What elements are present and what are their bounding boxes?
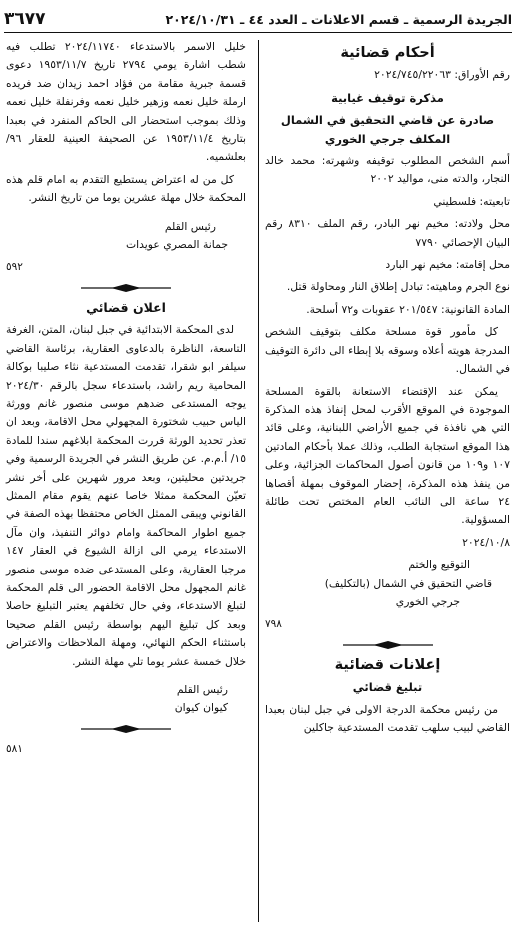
signature-label: التوقيع والختم (408, 558, 470, 572)
legal-article: المادة القانونية: ٢٠١/٥٤٧ عقوبات و٧٢ أسلحة. (306, 302, 510, 316)
ad-text: لدى المحكمة الابتدائية في جبل لبنان، المتن، الغرفة التاسعة، الناظرة بالدعاوى العقارية، برئاسة القاضي سيلفر ابو شقرا، تقدمت المستدعية نثاء صليبا بوكالة المحامية ريم راشد، باستدعاء سجل بالرقم ٢٠٢٤/٣٠ يوجه المستدعى ضدهم موسى منصور غانم وورثة الياس حبيب شختورة المجهولي محل الاقامة، وبعد ان تعذر تحديد الورثة قررت المحكمة ابلاغهم سندا للمادة ١٥/ أ.م.م. عن طريق النشر في الجريدة الرسمية وفي جريدتين محليتين، وبعد مرور شهرين على أخر نشر تعيّن المحكمة ممثلا خاصا عنهم يقوم مقام الممثل القانوني ويبقى الممثل الخاص محتفظا بهذه الصفة في جميع اطوار المحاكمة وامام دوائر التنفيذ، وان مآل الاستدعاء يرمي الى ازالة الشيوع في العقار ١٤٧ مرجبا العقارية، وعلى المستدعى ضده موسى منصور غانم المجهول محل الاقامة الحضور الى قلم المحكمة لتبلغ الاستدعاء، وفي حال تخلفهم يعتبر التبليغ حاصلا وبعد كل تبليغ اليهم بواسطة رئيس القلم صحيحا باستثناء الحكم النهائي، ومهلة الملاحظات والاعتراض خلال خمسة عشر يوما تلي مهلة النشر. (6, 323, 246, 668)
section-title-announcements: إعلانات قضائية (334, 656, 441, 673)
crime-type: نوع الجرم وماهيته: تبادل إطلاق النار ومحاولة قتل. (286, 280, 510, 294)
wanted-person: أسم الشخص المطلوب توقيفه وشهرته: محمد خالد النجار، والدته منى، مواليد ٢٠٠٢ (265, 154, 510, 186)
nationality: تابعيته: فلسطيني (433, 194, 510, 208)
memo-title: مذكرة توقيف غيابية (331, 90, 444, 105)
notice-text: من رئيس محكمة الدرجة الاولى في جبل لبنان بعبدا القاضي لبيب سلهب تقدمت المستدعية جاكلين (265, 702, 510, 734)
left-column (6, 38, 246, 926)
birthplace: محل ولادته: مخيم نهر البادر، رقم الملف ٨٣١٠ رقم البيان الإحصائي ٧٧٩٠ (265, 217, 510, 249)
order-paragraph-2: يمكن عند الإقتضاء الاستعانة بالقوة المسلحة الموجودة في الموقع الأقرب لمحل إنفاذ هذه المذكرة التي هي نافذة في جميع الأراضي اللبنانية، وعلى قائد هذا الموقع استجابة الطلب، وذلك عملا بأحكام المادتين ١٠٧ و١٠٩ من قانون أصول المحاكمات الجزائية، وعلى من ينفذ هذه المذكرة، إحضار الموقوف بمهلة أقصاها ٢٤ ساعة الى النائب العام المختص تحت طائلة المسؤولية. (265, 384, 510, 527)
clerk-name-2: كيوان كيوان (174, 701, 228, 715)
header-title: الجريدة الرسمية ـ قسم الاعلانات ـ العدد ٤٤ ـ ٢٠٢٤/١٠/٣١ (165, 11, 512, 27)
order-date: ٢٠٢٤/١٠/٨ (462, 535, 510, 549)
column-divider (258, 40, 259, 922)
clerk-name: جمانة المصري عويدات (125, 238, 228, 252)
notice-code-2: ٥٩٢ (6, 261, 23, 274)
order-paragraph-1: كل مأمور قوة مسلحة مكلف بتوقيف الشخص المدرجة هويته أعلاه وسوقه بلا إبطاء الى دائرة التوقيف في الشمال. (265, 325, 510, 376)
residence: محل إقامته: مخيم نهر البارد (385, 258, 510, 272)
page-number: ٣٦٧٧ (4, 9, 46, 29)
clerk-label-2: رئيس القلم (176, 683, 228, 696)
continued-text: خليل الاسمر بالاستدعاء ٢٠٢٤/١١٧٤٠ تطلب فيه شطب اشارة يومي ٢٧٩٤ تاريخ ١٩٥٣/١١/٧ دعوى قسمة جبرية مقامة من فؤاد احمد زيدان ضد فريده ارملة خليل نعمه وزهير خليل نعمه وفرنفلة خليل نعمه وذلك بموجب استحضار الى الحاكم المنفرد في بعبدا بتاريخ ١٩٥٣/١١/٤ عن الصحيفة العينية للعقار ٩٦/ بعلشميه. (6, 40, 246, 164)
notice-code-3: ٥٨١ (6, 742, 23, 755)
record-number: رقم الأوراق: ٢٠٢٤/٧٤٥/٢٢٠٦٣ (374, 68, 510, 82)
separator-ornament (265, 640, 510, 650)
notice-code: ٧٩٨ (265, 618, 282, 631)
section-title-judgments: أحكام قضائية (340, 45, 435, 61)
notice-title: تبليغ قضائي (352, 680, 423, 695)
memo-issuer: صادرة عن قاضي التحقيق في الشمال المكلف جرجي الخوري (280, 113, 495, 146)
separator-ornament-2 (6, 283, 246, 293)
separator-ornament-3 (6, 724, 246, 734)
clerk-label: رئيس القلم (164, 219, 216, 233)
page-header (4, 6, 512, 33)
ad-title: اعلان قضائي (86, 299, 166, 315)
objection-text: كل من له اعتراض يستطيع التقدم به امام قلم هذه المحكمة خلال مهلة عشرين يوما من تاريخ النشر. (6, 172, 246, 205)
signature-role: قاضي التحقيق في الشمال (بالتكليف) (324, 576, 492, 590)
signature-name: جرجي الخوري (395, 594, 460, 608)
right-column (265, 38, 510, 926)
